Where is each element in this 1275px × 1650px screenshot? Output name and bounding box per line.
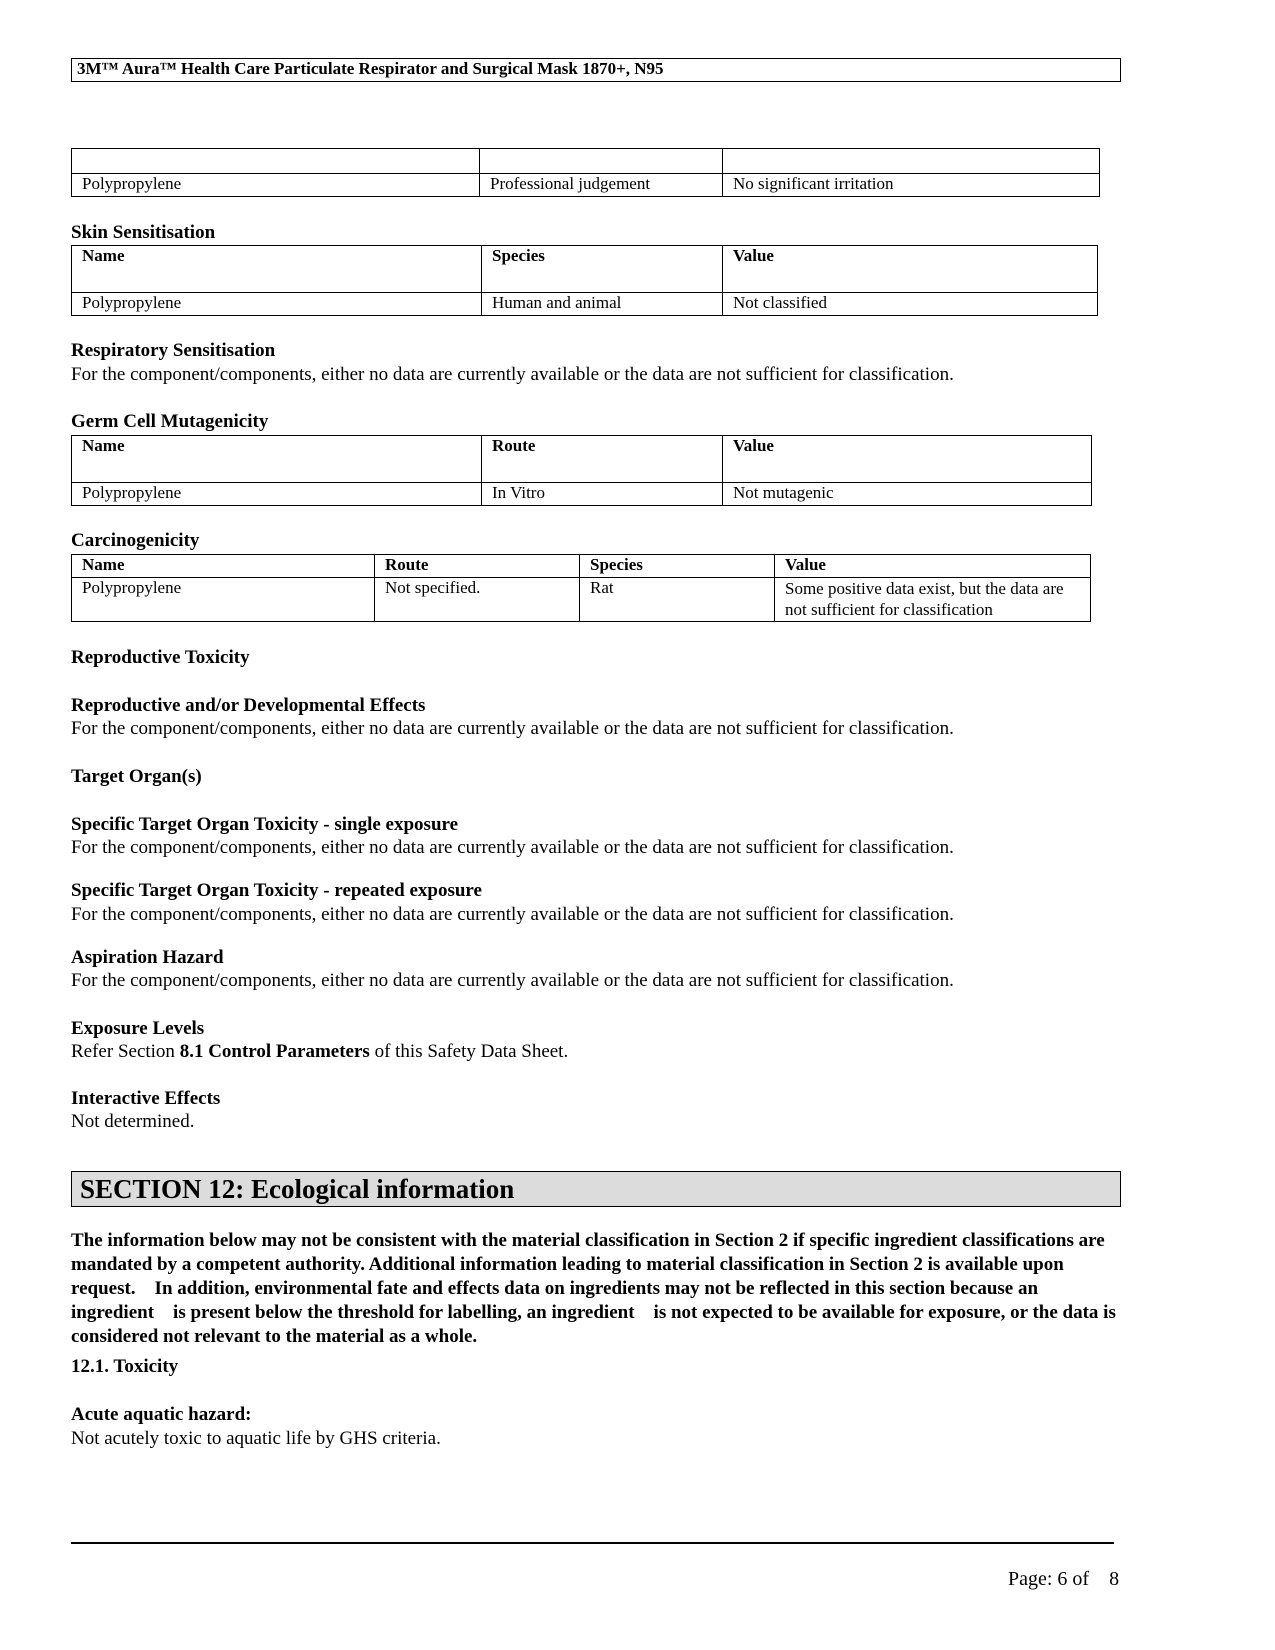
table-cell: Rat (580, 578, 775, 622)
section-heading: Aspiration Hazard (71, 947, 224, 968)
section-heading: Specific Target Organ Toxicity - single exposure (71, 814, 459, 835)
table-header-row (72, 246, 1098, 293)
table-header-cell (723, 149, 1100, 174)
body-text: Not acutely toxic to aquatic life by GHS criteria. (71, 1428, 441, 1449)
table-cell: Not specified. (375, 578, 580, 622)
exposure-levels-text (71, 1041, 568, 1063)
footer-divider (71, 1542, 1114, 1544)
table-row (72, 483, 1092, 506)
table-cell: Professional judgement (480, 174, 723, 197)
table-header-cell: Value (723, 436, 1092, 483)
body-text: For the component/components, either no data are currently available or the data are not sufficient for classification. (71, 904, 954, 925)
table-header-cell: Name (72, 246, 482, 293)
table-row (72, 578, 1091, 622)
section-12-intro: The information below may not be consistent with the material classification in Section 2 if specific ingredient classifications are mandated by a competent authority. Additional information leading to material classification in Section 2 is available upon request. In addition, environmental fate and effects data on ingredients may not be reflected in this section because an ingredient is present below the threshold for labelling, an ingredient is not expected to be available for exposure, or the data is considered not relevant to the material as a whole. (71, 1230, 1121, 1347)
table-row (72, 293, 1098, 316)
section-heading: Exposure Levels (71, 1018, 205, 1039)
table-header-cell: Species (580, 555, 775, 578)
table-cell: Polypropylene (72, 483, 482, 506)
table-header-cell: Species (482, 246, 723, 293)
text-run: Refer Section (71, 1041, 180, 1062)
section-heading: Acute aquatic hazard: (71, 1404, 252, 1425)
section-heading: Target Organ(s) (71, 766, 202, 787)
section-12-title: SECTION 12: Ecological information (71, 1171, 1121, 1207)
irritation-table (71, 148, 1100, 197)
page-number: Page: 6 of 8 (1008, 1568, 1120, 1590)
table-header-cell: Route (482, 436, 723, 483)
section-heading: Interactive Effects (71, 1088, 221, 1109)
table-header-cell: Name (72, 436, 482, 483)
table-cell: Polypropylene (72, 174, 480, 197)
section-heading: 12.1. Toxicity (71, 1356, 179, 1377)
section-heading: Respiratory Sensitisation (71, 340, 276, 361)
table-cell: Polypropylene (72, 293, 482, 316)
table-cell: No significant irritation (723, 174, 1100, 197)
table-header-cell: Value (723, 246, 1098, 293)
section-heading: Carcinogenicity (71, 530, 200, 551)
section-heading: Specific Target Organ Toxicity - repeated exposure (71, 880, 482, 901)
section-heading: Reproductive and/or Developmental Effects (71, 695, 426, 716)
body-text: Not determined. (71, 1111, 195, 1132)
table-header-row (72, 555, 1091, 578)
table-header-cell: Value (775, 555, 1091, 578)
table-cell: Some positive data exist, but the data are not sufficient for classification (775, 578, 1091, 622)
table-row (72, 174, 1100, 197)
table-cell: Polypropylene (72, 578, 375, 622)
skin-sensitisation-table (71, 245, 1098, 316)
table-header-cell: Route (375, 555, 580, 578)
body-text: For the component/components, either no data are currently available or the data are not sufficient for classification. (71, 837, 954, 858)
table-header-cell (480, 149, 723, 174)
table-cell: Not mutagenic (723, 483, 1092, 506)
table-header-row (72, 436, 1092, 483)
body-text: For the component/components, either no data are currently available or the data are not sufficient for classification. (71, 970, 954, 991)
table-header-row (72, 149, 1100, 174)
section-reference: 8.1 Control Parameters (179, 1041, 370, 1062)
document-header: 3M™ Aura™ Health Care Particulate Respirator and Surgical Mask 1870+, N95 (71, 58, 1121, 82)
germ-cell-table (71, 435, 1092, 506)
body-text: For the component/components, either no data are currently available or the data are not sufficient for classification. (71, 364, 954, 385)
table-cell: Human and animal (482, 293, 723, 316)
carcinogenicity-table (71, 554, 1091, 622)
text-run: of this Safety Data Sheet. (369, 1041, 569, 1062)
section-heading: Germ Cell Mutagenicity (71, 411, 269, 432)
table-header-cell: Name (72, 555, 375, 578)
table-header-cell (72, 149, 480, 174)
section-heading: Skin Sensitisation (71, 222, 216, 243)
section-heading: Reproductive Toxicity (71, 647, 250, 668)
body-text: For the component/components, either no data are currently available or the data are not sufficient for classification. (71, 718, 954, 739)
table-cell: Not classified (723, 293, 1098, 316)
table-cell: In Vitro (482, 483, 723, 506)
